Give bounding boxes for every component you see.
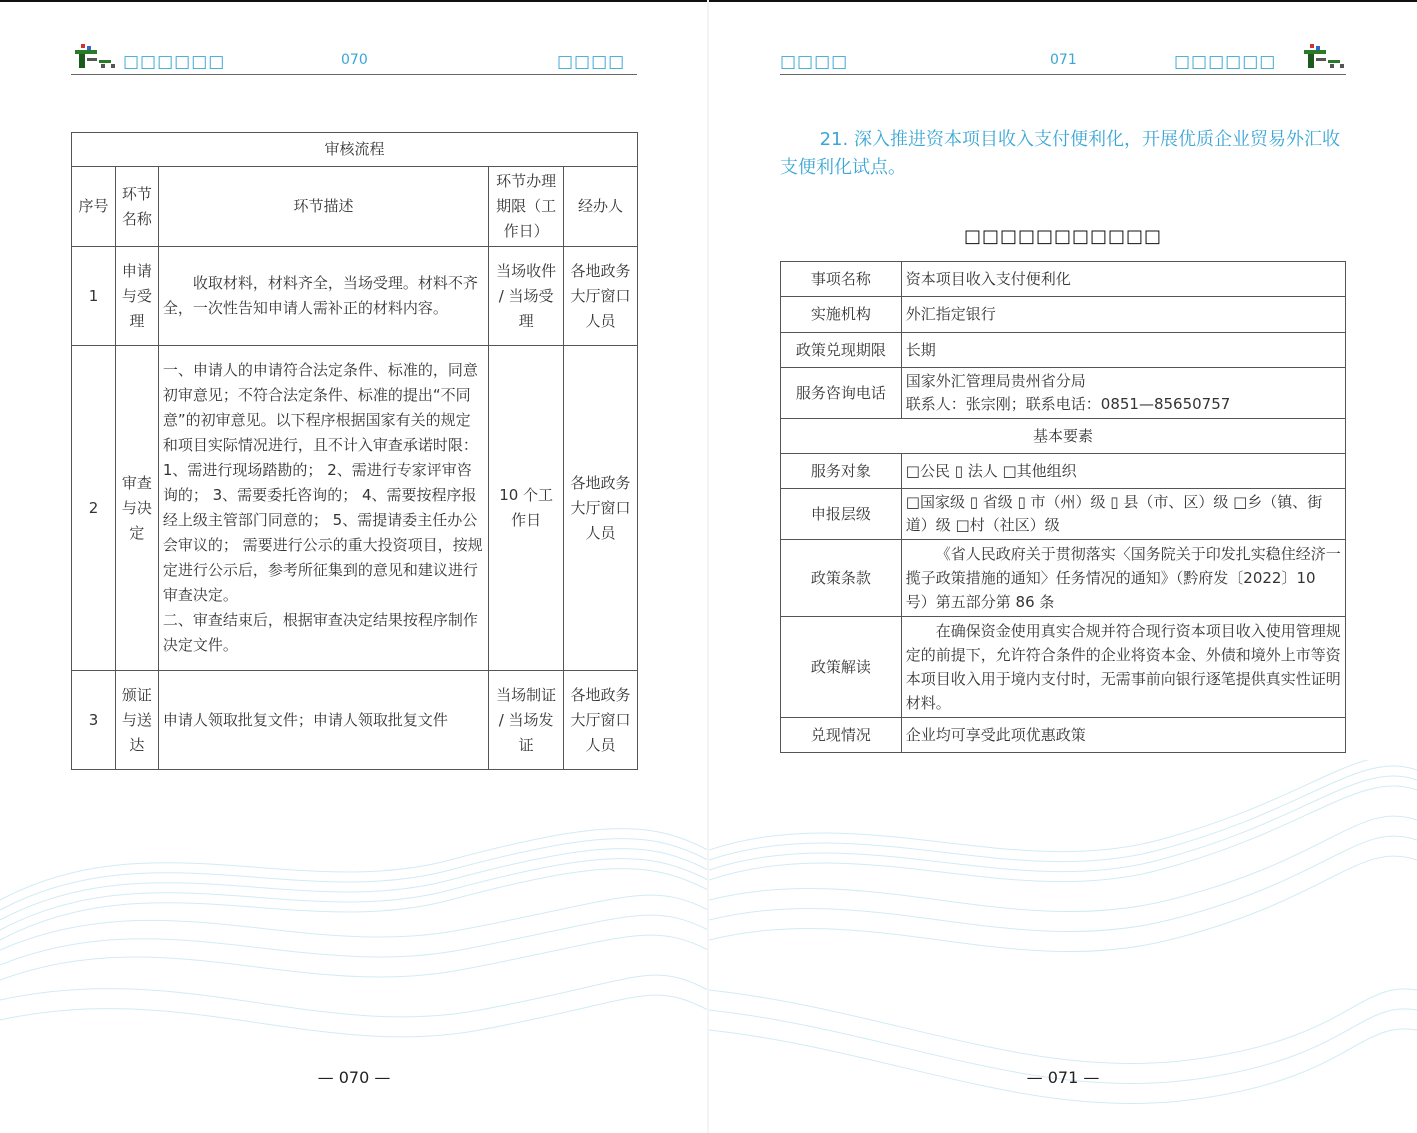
header-handler: 经办人 xyxy=(564,167,638,247)
hotline-value xyxy=(901,368,1345,419)
row-handler: 各地政务大厅窗口人员 xyxy=(564,671,638,770)
page-footer: — 071 — xyxy=(1026,1068,1100,1087)
page-footer: — 070 — xyxy=(317,1068,391,1087)
period-label: 政策兑现期限 xyxy=(781,333,902,368)
row-stage: 审查与决定 xyxy=(115,346,158,671)
policy-table xyxy=(780,261,1346,753)
status-value: 企业均可享受此项优惠政策 xyxy=(901,718,1345,753)
row-desc: 收取材料，材料齐全，当场受理。材料不齐全，一次性告知申请人需补正的材料内容。 xyxy=(158,247,488,346)
row-seq: 3 xyxy=(72,671,116,770)
hotline-label: 服务咨询电话 xyxy=(781,368,902,419)
row-limit: 当场收件 / 当场受理 xyxy=(489,247,564,346)
row-desc xyxy=(158,346,488,671)
header-page-number: 071 xyxy=(1050,52,1077,68)
header-section: □□□□□□ xyxy=(1174,52,1277,72)
interpretation-value: 在确保资金使用真实合规并符合现行资本项目收入使用管理规定的前提下，允许符合条件的企业将资本金、外债和境外上市等资本项目收入用于境内支付时，无需事前向银行逐笔提供真实性证明材料。 xyxy=(901,617,1345,718)
row-limit: 当场制证 / 当场发证 xyxy=(489,671,564,770)
item-name-value: 资本项目收入支付便利化 xyxy=(901,262,1345,297)
header-page-number: 070 xyxy=(341,52,368,68)
review-process-table xyxy=(71,132,638,770)
row-seq: 1 xyxy=(72,247,116,346)
target-label: 服务对象 xyxy=(781,454,902,489)
hotline-contact: 联系人：张宗刚；联系电话：0851—85650757 xyxy=(905,395,1231,413)
table-row xyxy=(72,671,638,770)
left-page xyxy=(0,0,708,1133)
header-stage: 环节名称 xyxy=(115,167,158,247)
header-seq: 序号 xyxy=(72,167,116,247)
pixel-logo-icon xyxy=(1300,42,1348,72)
basic-elements-label: 基本要素 xyxy=(781,419,1346,454)
section-heading xyxy=(780,126,1346,182)
row-handler: 各地政务大厅窗口人员 xyxy=(564,346,638,671)
row-limit: 10 个工作日 xyxy=(489,346,564,671)
table-title: 审核流程 xyxy=(72,133,638,167)
clause-value: 《省人民政府关于贯彻落实〈国务院关于印发扎实稳住经济一揽子政策措施的通知〉任务情况的通知》（黔府发〔2022〕10 号）第五部分第 86 条 xyxy=(901,540,1345,617)
pixel-logo-icon xyxy=(71,42,119,72)
item-name-label: 事项名称 xyxy=(781,262,902,297)
level-label: 申报层级 xyxy=(781,489,902,540)
table-row xyxy=(72,346,638,671)
row-desc: 申请人领取批复文件；申请人领取批复文件 xyxy=(158,671,488,770)
heading-number: 21. xyxy=(819,129,849,150)
header-chapter: □□□□ xyxy=(557,52,626,72)
header-chapter: □□□□ xyxy=(780,52,849,72)
table-row xyxy=(72,247,638,346)
clause-label: 政策条款 xyxy=(781,540,902,617)
page-header xyxy=(780,38,1346,78)
agency-value: 外汇指定银行 xyxy=(901,297,1345,333)
header-desc: 环节描述 xyxy=(158,167,488,247)
status-label: 兑现情况 xyxy=(781,718,902,753)
row-stage: 颁证与送达 xyxy=(115,671,158,770)
page-header xyxy=(71,38,637,78)
right-page xyxy=(709,0,1417,1133)
target-value: □公民 ▯ 法人 □其他组织 xyxy=(901,454,1345,489)
row-desc-part2: 二、审查结束后，根据审查决定结果按程序制作决定文件。 xyxy=(162,611,478,654)
period-value: 长期 xyxy=(901,333,1345,368)
table-subtitle: □□□□□□□□□□□ xyxy=(963,226,1163,247)
header-limit: 环节办理期限（工作日） xyxy=(489,167,564,247)
heading-text: 深入推进资本项目收入支付便利化，开展优质企业贸易外汇收支便利化试点。 xyxy=(780,129,1340,178)
row-handler: 各地政务大厅窗口人员 xyxy=(564,247,638,346)
row-seq: 2 xyxy=(72,346,116,671)
header-section: □□□□□□ xyxy=(123,52,226,72)
interpretation-label: 政策解读 xyxy=(781,617,902,718)
level-value: □国家级 ▯ 省级 ▯ 市（州）级 ▯ 县（市、区）级 □乡（镇、街道）级 □村（社区）级 xyxy=(901,489,1345,540)
hotline-org: 国家外汇管理局贵州省分局 xyxy=(905,372,1086,390)
row-stage: 申请与受理 xyxy=(115,247,158,346)
row-desc-part1: 一、申请人的申请符合法定条件、标准的，同意初审意见；不符合法定条件、标准的提出“不同意”的初审意见。以下程序根据国家有关的规定和项目实际情况进行，且不计入审查承诺时限： 1、需进行现场踏勘的； 2、需进行专家评审咨询的； 3、需要委托咨询的； 4、需要按程序报经上级主管部门同意的； 5、需提请委主任办公会审议的； 需要进行公示的重大投资项目，按规定进行公示后，参考所征集到的意见和建议进行审查决定。 xyxy=(162,361,483,604)
agency-label: 实施机构 xyxy=(781,297,902,333)
